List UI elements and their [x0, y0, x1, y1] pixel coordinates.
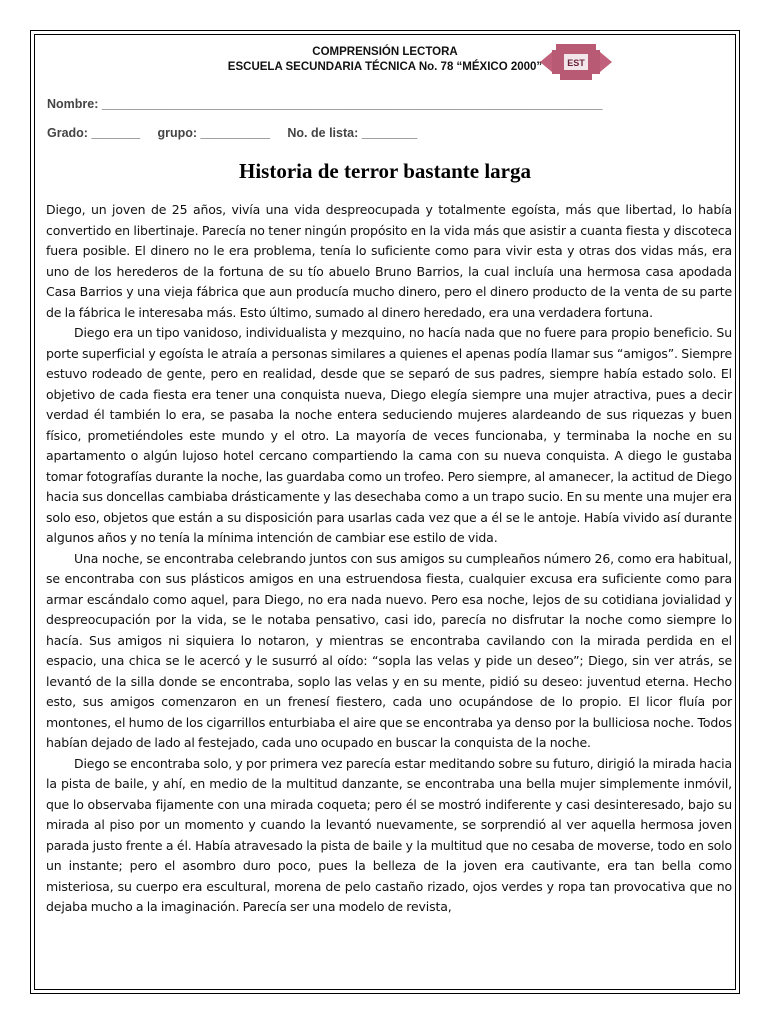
name-field: Nombre: ________________________________________________________________________ — [47, 97, 603, 111]
header-title: COMPRENSIÓN LECTORA — [312, 46, 458, 58]
inner-border — [34, 34, 736, 990]
story-title: Historia de terror bastante larga — [238, 159, 531, 183]
school-logo-icon — [538, 42, 614, 82]
page-border — [30, 30, 740, 994]
paragraph-4: Diego se encontraba solo, y por primera vez parecía estar meditando sobre su futuro, dirigió la mirada hacia la pista de baile, y ahí, en medio de la multitud danzante, se encontraba una bella mujer simplemente inmóvil, que lo observaba fijamente con una mirada coqueta; pero él se mostró indiferente y casi desinteresado, bajo su mirada al piso por un momento y cuando la levantó nuevamente, se sorprendió al ver aquella hermosa joven parada justo frente a él. Había atravesado la pista de baile y la multitud que no cesaba de moverse, todo en solo un instante; pero el asombro duro poco, pues la belleza de la joven era cautivante, era tan bella como misteriosa, su cuerpo era escultural, morena de pelo castaño rizado, ojos verdes y ropa tan provocativa que no dejaba mucho a la imaginación. Parecía ser una modelo de revista, — [46, 755, 732, 914]
story-body — [46, 200, 732, 918]
svg-text:EST: EST — [567, 58, 585, 68]
grade-group-list-fields: Grado: _______ grupo: __________ No. de lista: ________ — [47, 126, 418, 140]
school-name: ESCUELA SECUNDARIA TÉCNICA No. 78 “MÉXICO 2000” — [227, 61, 543, 73]
paragraph-3: Una noche, se encontraba celebrando juntos con sus amigos su cumpleaños número 26, como era habitual, se encontraba con sus plásticos amigos en una estruendosa fiesta, cualquier excusa era suficiente como para armar escándalo como aquel, para Diego, no era nada nuevo. Pero esa noche, lejos de su cotidiana jovialidad y despreocupación por la vida, se le notaba pensativo, casi ido, parecía no disfrutar la noche como siempre lo hacía. Sus amigos ni siquiera lo notaron, y mientras se encontraba cavilando con la mirada perdida en el espacio, una chica se le acercó y le susurró al oído: “sopla las velas y pide un deseo”; Diego, sin ver atrás, se levantó de la silla donde se encontraba, soplo las velas y en su mente, pidió su deseo: juventud eterna. Hecho esto, sus amigos comenzaron en un frenesí fiestero, cada uno ocupándose de lo propio. El licor fluía por montones, el humo de los cigarrillos enturbiaba el aire que se encontraba ya denso por la bulliciosa noche. Todos habían dejado de lado al festejado, cada uno ocupado en buscar la conquista de la noche. — [46, 550, 732, 750]
paragraph-1: Diego, un joven de 25 años, vivía una vida despreocupada y totalmente egoísta, más que libertad, lo había convertido en libertinaje. Parecía no tener ningún propósito en la vida más que asistir a cuanta fiesta y discoteca fuera posible. El dinero no le era problema, tenía lo suficiente como para vivir esta y otras dos vidas más, era uno de los herederos de la fortuna de su tío abuelo Bruno Barrios, la cual incluía una hermosa casa apodada Casa Barrios y una vieja fábrica que aun producía mucho dinero, pero el dinero producto de la venta de su parte de la fábrica le interesaba más. Esto último, sumado al dinero heredado, era una verdadera fortuna. — [46, 202, 732, 320]
paragraph-2: Diego era un tipo vanidoso, individualista y mezquino, no hacía nada que no fuere para propio beneficio. Su porte superficial y egoísta le atraía a personas similares a quienes el apenas podía llamar sus “amigos”. Siempre estuvo rodeado de gente, pero en realidad, desde que se separó de sus padres, siempre había estado solo. El objetivo de cada fiesta era tener una conquista nueva, Diego elegía siempre una mujer atractiva, pues a decir verdad él también lo era, se pasaba la noche entera seduciendo mujeres alardeando de sus riquezas y buen físico, prometiéndoles este mundo y el otro. La mayoría de veces funcionaba, y terminaba la noche en su apartamento o algún lujoso hotel cercano compartiendo la cama con su nueva conquista. A diego le gustaba tomar fotografías durante la noche, las guardaba como un trofeo. Pero siempre, al amanecer, la actitud de Diego hacia sus doncellas cambiaba drásticamente y las desechaba como a un trapo sucio. En su mente una mujer era solo eso, objetos que están a su disposición para usarlas cada vez que a él se le antoje. Había vivido así durante algunos años y no tenía la mínima intención de cambiar ese estilo de vida. — [46, 325, 732, 545]
